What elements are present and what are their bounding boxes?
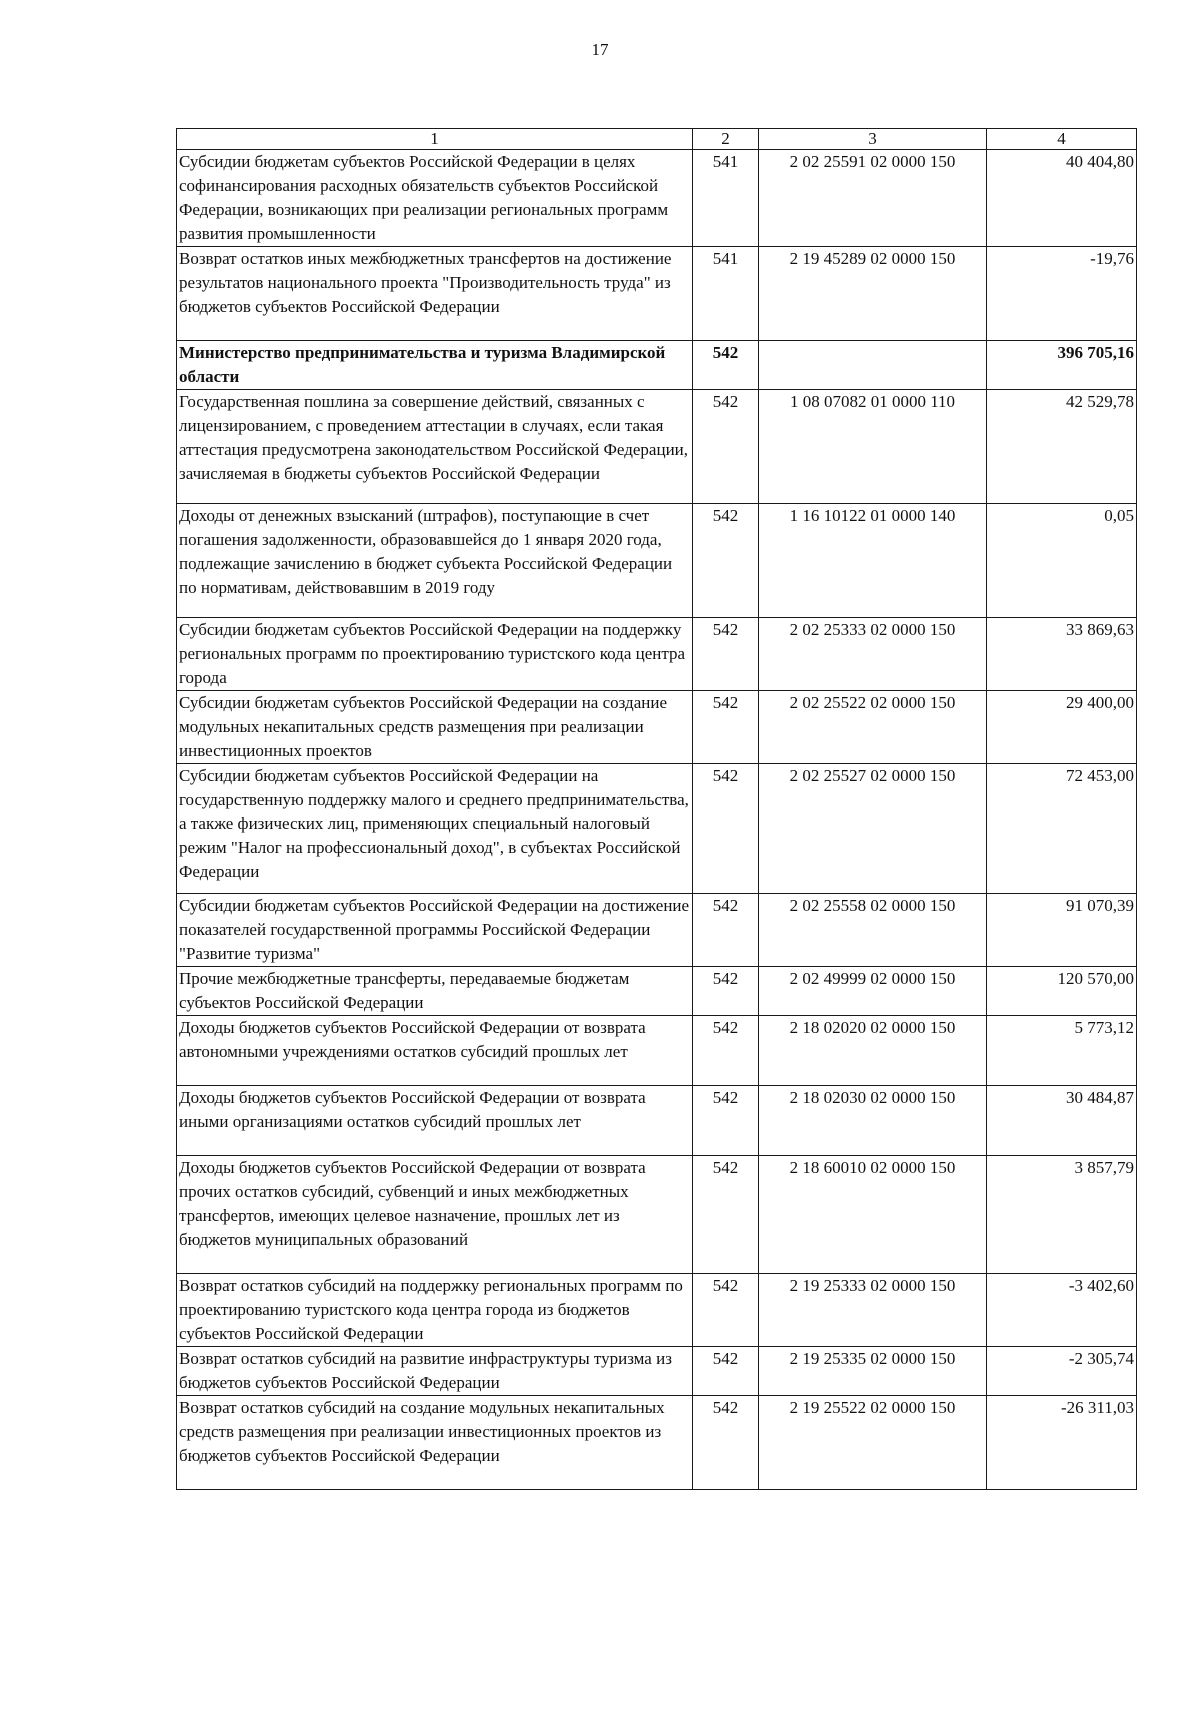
- row-amount-cell: 5 773,12: [987, 1016, 1137, 1086]
- row-name-cell: Возврат остатков субсидий на развитие инфраструктуры туризма из бюджетов субъектов Российской Федерации: [177, 1347, 693, 1396]
- row-amount-cell: -3 402,60: [987, 1274, 1137, 1347]
- row-budget-code-cell: 2 18 02020 02 0000 150: [759, 1016, 987, 1086]
- row-admin-code-cell: 542: [693, 390, 759, 504]
- row-name-cell: Возврат остатков субсидий на создание модульных некапитальных средств размещения при реализации инвестиционных проектов из бюджетов субъектов Российской Федерации: [177, 1396, 693, 1490]
- page-number: 17: [591, 40, 609, 59]
- column-header-4: 4: [987, 129, 1137, 150]
- row-admin-code-cell: 542: [693, 341, 759, 390]
- row-amount-cell: 30 484,87: [987, 1086, 1137, 1156]
- row-budget-code-cell: 2 19 25335 02 0000 150: [759, 1347, 987, 1396]
- row-admin-code-cell: 542: [693, 967, 759, 1016]
- row-budget-code-cell: 2 02 25591 02 0000 150: [759, 150, 987, 247]
- row-budget-code-cell: 2 18 60010 02 0000 150: [759, 1156, 987, 1274]
- table-row: [177, 1347, 1137, 1396]
- row-amount-cell: 40 404,80: [987, 150, 1137, 247]
- row-admin-code-cell: 542: [693, 1086, 759, 1156]
- table-header-row: [177, 129, 1137, 150]
- row-amount-cell: 29 400,00: [987, 691, 1137, 764]
- row-admin-code-cell: 542: [693, 1156, 759, 1274]
- table-row: [177, 967, 1137, 1016]
- row-budget-code-cell: 2 02 49999 02 0000 150: [759, 967, 987, 1016]
- row-admin-code-cell: 542: [693, 618, 759, 691]
- row-name-cell: Субсидии бюджетам субъектов Российской Федерации на достижение показателей государственной программы Российской Федерации "Развитие туризма": [177, 894, 693, 967]
- table-body: [177, 150, 1137, 1490]
- row-admin-code-cell: 542: [693, 691, 759, 764]
- table-row: [177, 1156, 1137, 1274]
- row-amount-cell: 42 529,78: [987, 390, 1137, 504]
- row-amount-cell: -26 311,03: [987, 1396, 1137, 1490]
- table-row: [177, 1274, 1137, 1347]
- table-row: [177, 691, 1137, 764]
- row-admin-code-cell: 542: [693, 1347, 759, 1396]
- table-row: [177, 1396, 1137, 1490]
- table-row: [177, 504, 1137, 618]
- row-admin-code-cell: 542: [693, 1396, 759, 1490]
- row-admin-code-cell: 541: [693, 247, 759, 341]
- row-name-cell: Субсидии бюджетам субъектов Российской Федерации в целях софинансирования расходных обязательств субъектов Российской Федерации, возникающих при реализации региональных программ развития промышленности: [177, 150, 693, 247]
- row-name-cell: Доходы бюджетов субъектов Российской Федерации от возврата прочих остатков субсидий, субвенций и иных межбюджетных трансфертов, имеющих целевое назначение, прошлых лет из бюджетов муниципальных образований: [177, 1156, 693, 1274]
- row-name-cell: Субсидии бюджетам субъектов Российской Федерации на поддержку региональных программ по проектированию туристского кода центра города: [177, 618, 693, 691]
- row-admin-code-cell: 541: [693, 150, 759, 247]
- row-name-cell: Возврат остатков иных межбюджетных трансфертов на достижение результатов национального проекта "Производительность труда" из бюджетов субъектов Российской Федерации: [177, 247, 693, 341]
- table-row: [177, 894, 1137, 967]
- row-budget-code-cell: 1 16 10122 01 0000 140: [759, 504, 987, 618]
- table-row: [177, 341, 1137, 390]
- revenue-table: [176, 128, 1137, 1490]
- row-admin-code-cell: 542: [693, 504, 759, 618]
- row-amount-cell: 3 857,79: [987, 1156, 1137, 1274]
- row-budget-code-cell: 1 08 07082 01 0000 110: [759, 390, 987, 504]
- table-row: [177, 247, 1137, 341]
- row-amount-cell: 0,05: [987, 504, 1137, 618]
- row-name-cell: Доходы бюджетов субъектов Российской Федерации от возврата автономными учреждениями остатков субсидий прошлых лет: [177, 1016, 693, 1086]
- row-amount-cell: 120 570,00: [987, 967, 1137, 1016]
- table-row: [177, 618, 1137, 691]
- row-budget-code-cell: 2 19 25522 02 0000 150: [759, 1396, 987, 1490]
- row-amount-cell: 72 453,00: [987, 764, 1137, 894]
- column-header-3: 3: [759, 129, 987, 150]
- row-name-cell: Субсидии бюджетам субъектов Российской Федерации на создание модульных некапитальных средств размещения при реализации инвестиционных проектов: [177, 691, 693, 764]
- row-name-cell: Министерство предпринимательства и туризма Владимирской области: [177, 341, 693, 390]
- table-row: [177, 1086, 1137, 1156]
- row-amount-cell: -2 305,74: [987, 1347, 1137, 1396]
- row-admin-code-cell: 542: [693, 894, 759, 967]
- row-budget-code-cell: 2 02 25558 02 0000 150: [759, 894, 987, 967]
- table-row: [177, 764, 1137, 894]
- row-name-cell: Доходы от денежных взысканий (штрафов), поступающие в счет погашения задолженности, образовавшейся до 1 января 2020 года, подлежащие зачислению в бюджет субъекта Российской Федерации по нормативам, действовавшим в 2019 году: [177, 504, 693, 618]
- row-budget-code-cell: [759, 341, 987, 390]
- row-budget-code-cell: 2 19 45289 02 0000 150: [759, 247, 987, 341]
- row-budget-code-cell: 2 02 25333 02 0000 150: [759, 618, 987, 691]
- row-amount-cell: -19,76: [987, 247, 1137, 341]
- row-amount-cell: 91 070,39: [987, 894, 1137, 967]
- row-budget-code-cell: 2 19 25333 02 0000 150: [759, 1274, 987, 1347]
- row-budget-code-cell: 2 18 02030 02 0000 150: [759, 1086, 987, 1156]
- row-budget-code-cell: 2 02 25527 02 0000 150: [759, 764, 987, 894]
- table-row: [177, 150, 1137, 247]
- table-row: [177, 390, 1137, 504]
- row-name-cell: Возврат остатков субсидий на поддержку региональных программ по проектированию туристского кода центра города из бюджетов субъектов Российской Федерации: [177, 1274, 693, 1347]
- column-header-2: 2: [693, 129, 759, 150]
- row-admin-code-cell: 542: [693, 1016, 759, 1086]
- table-row: [177, 1016, 1137, 1086]
- row-budget-code-cell: 2 02 25522 02 0000 150: [759, 691, 987, 764]
- row-amount-cell: 396 705,16: [987, 341, 1137, 390]
- row-name-cell: Доходы бюджетов субъектов Российской Федерации от возврата иными организациями остатков субсидий прошлых лет: [177, 1086, 693, 1156]
- row-name-cell: Государственная пошлина за совершение действий, связанных с лицензированием, с проведением аттестации в случаях, если такая аттестация предусмотрена законодательством Российской Федерации, зачисляемая в бюджеты субъектов Российской Федерации: [177, 390, 693, 504]
- row-admin-code-cell: 542: [693, 1274, 759, 1347]
- row-name-cell: Субсидии бюджетам субъектов Российской Федерации на государственную поддержку малого и среднего предпринимательства, а также физических лиц, применяющих специальный налоговый режим "Налог на профессиональный доход", в субъектах Российской Федерации: [177, 764, 693, 894]
- row-amount-cell: 33 869,63: [987, 618, 1137, 691]
- row-name-cell: Прочие межбюджетные трансферты, передаваемые бюджетам субъектов Российской Федерации: [177, 967, 693, 1016]
- row-admin-code-cell: 542: [693, 764, 759, 894]
- column-header-1: 1: [177, 129, 693, 150]
